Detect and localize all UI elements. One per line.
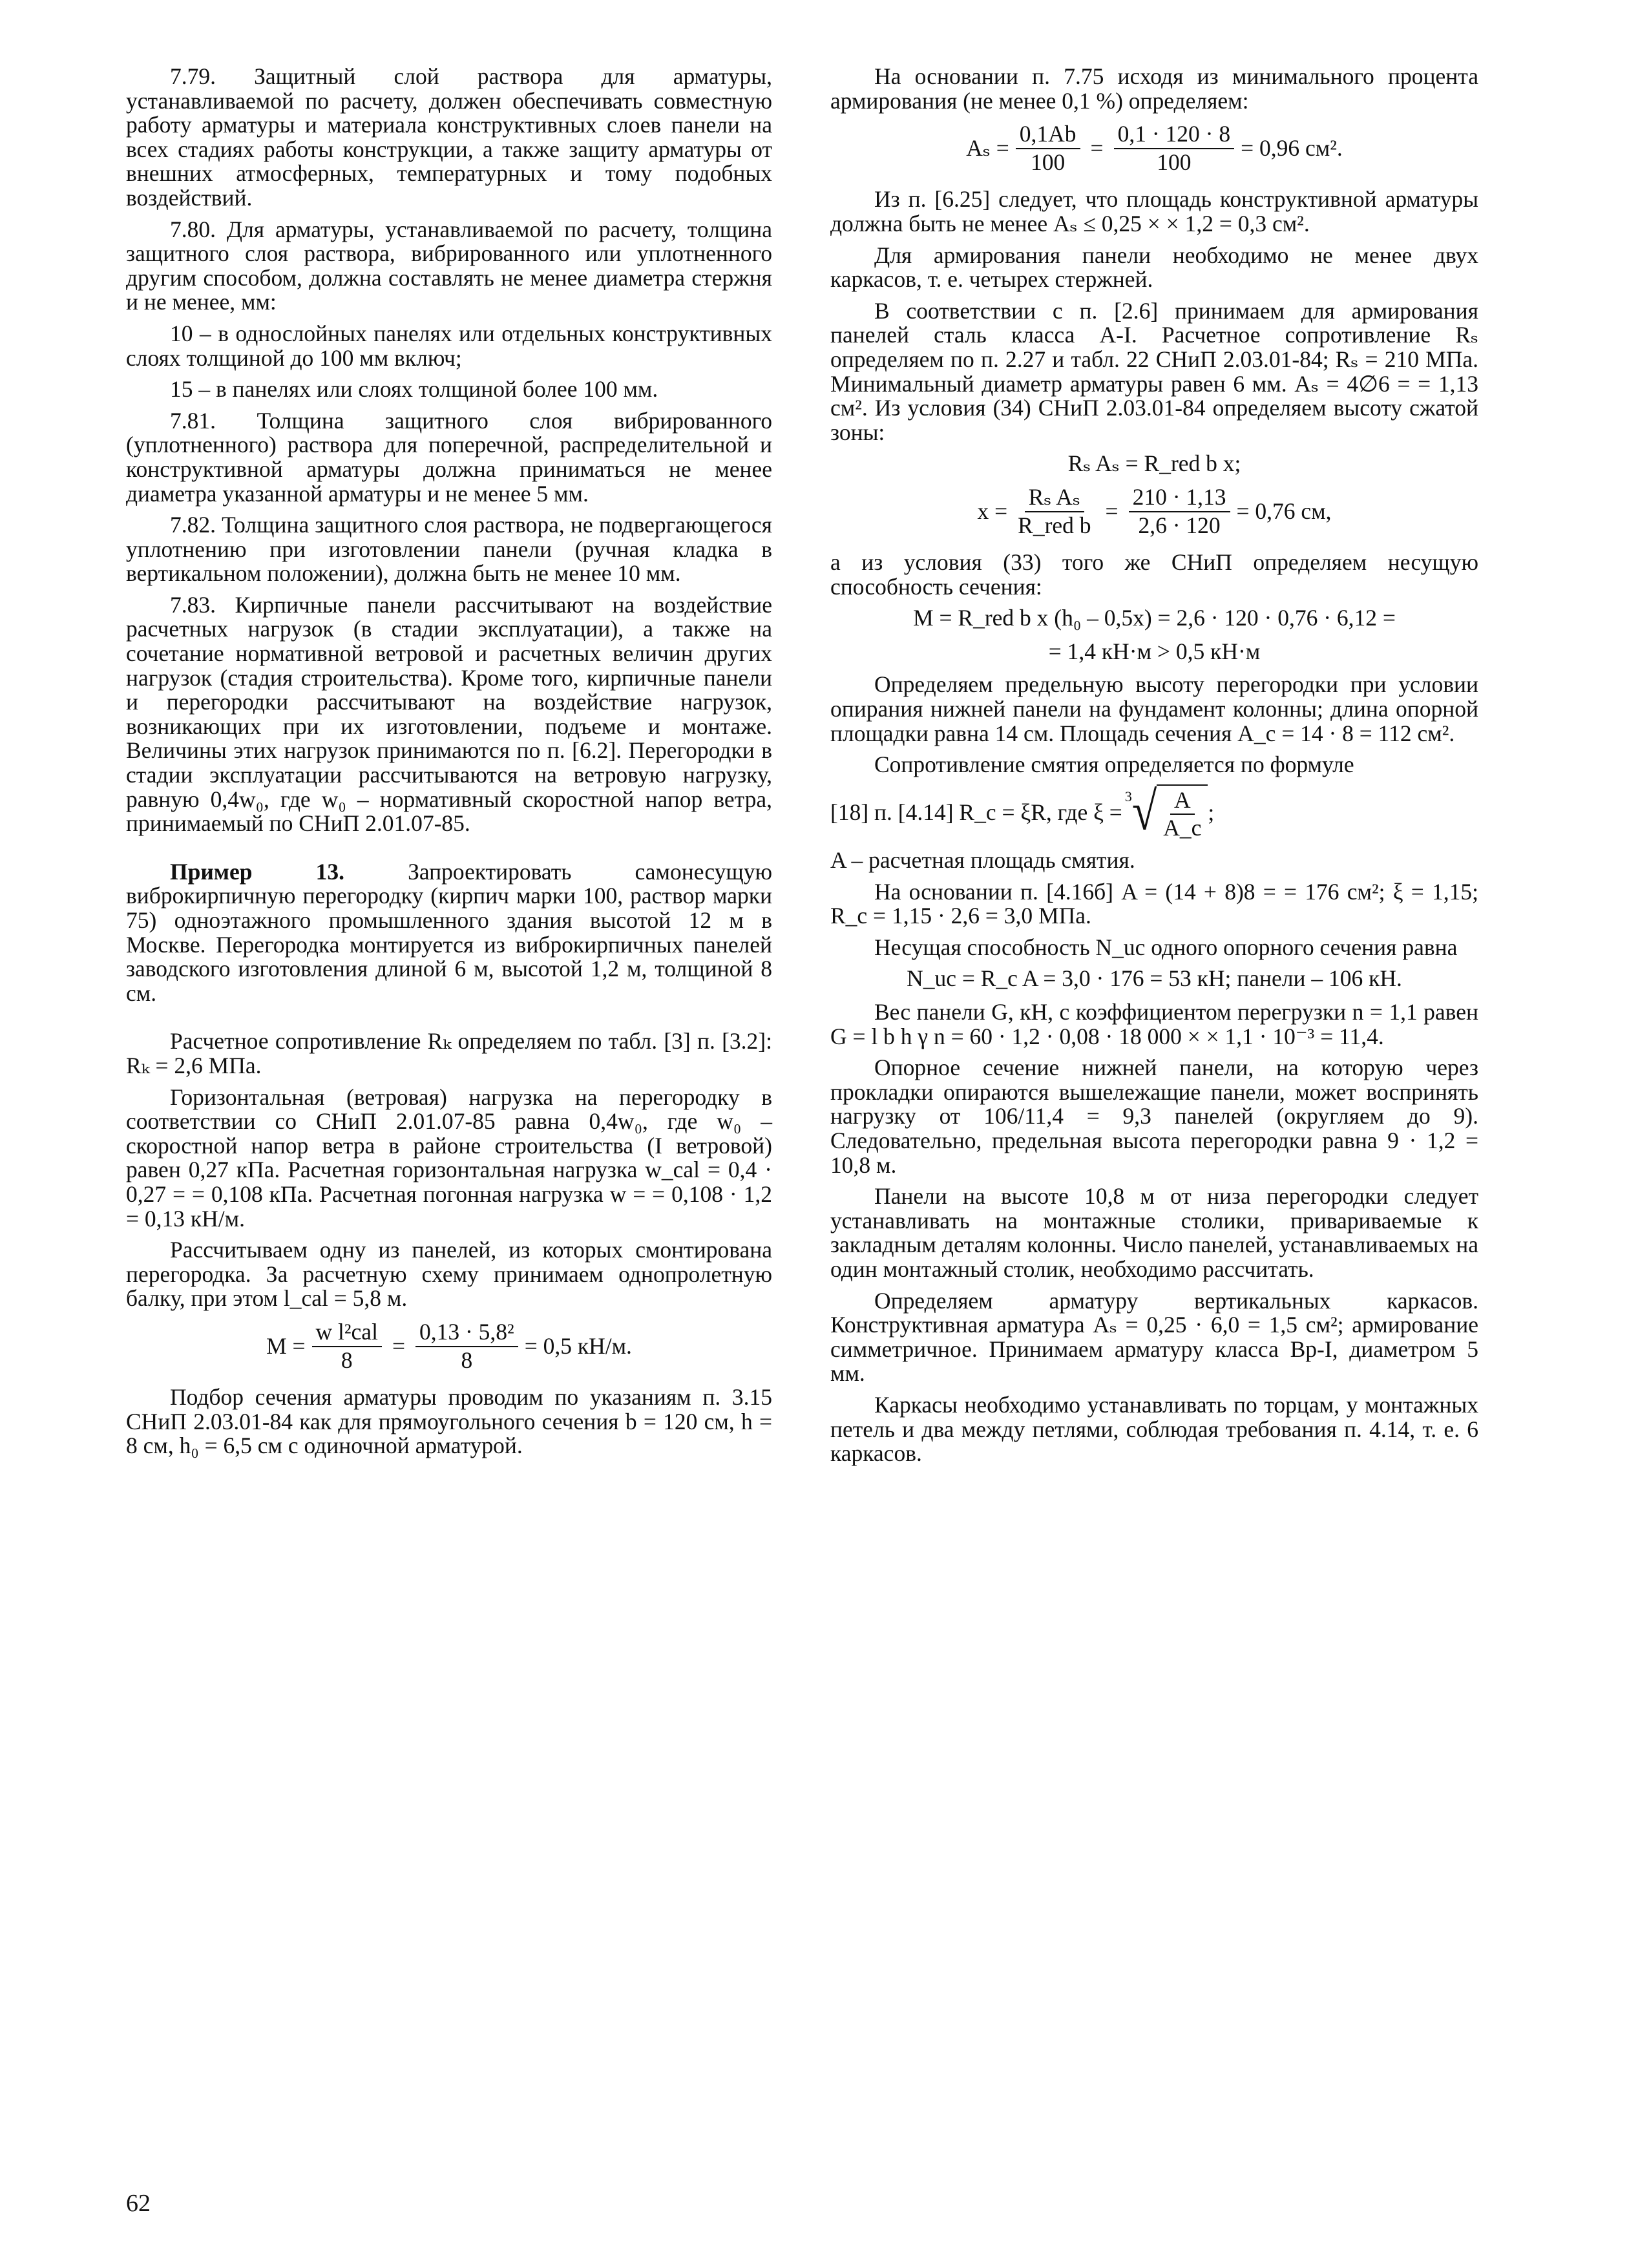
formula-result: = 0,76 см, <box>1236 498 1332 524</box>
fraction <box>312 1320 382 1372</box>
root-index: 3 <box>1124 788 1132 804</box>
formula-result: = 0,5 кН/м. <box>524 1332 632 1359</box>
denominator: 8 <box>341 1347 353 1373</box>
bearing-capacity-equation: N_uc = R_c A = 3,0 · 176 = 53 кН; панели – 106 кН. <box>907 965 1402 992</box>
denominator: 100 <box>1157 149 1192 175</box>
radicand <box>1157 784 1208 841</box>
denominator: A_c <box>1163 815 1202 841</box>
vertical-frames-paragraph: Определяем арматуру вертикальных каркасов. Конструктивная арматура Aₛ = 0,25 · 6,0 = 1,5 см²; армирование симметричное. Принимаем арматуру класса Вр-I, диаметром 5 мм. <box>830 1287 1478 1387</box>
moment-formula <box>126 1320 772 1372</box>
bearing-capacity-intro: Несущая способность N_uc одного опорного сечения равна <box>874 934 1458 960</box>
clause-7-81: 7.81. Толщина защитного слоя вибрированного (уплотненного) раствора для поперечной, распределительной и конструктивной арматуры должна приниматься не менее диаметра указанной арматуры и не менее 5 мм. <box>126 407 772 507</box>
min-reinforcement-paragraph: На основании п. 7.75 исходя из минимального процента армирования (не менее 0,1 %) определяем: <box>830 63 1478 114</box>
wind-load-paragraph: Горизонтальная (ветровая) нагрузка на перегородку в соответствии со СНиП 2.01.07-85 равна 0,4w₀, где w₀ – скоростной напор ветра в районе строительства (I ветровой) равен 0,27 кПа. Расчетная горизонтальная нагрузка w_cal = 0,4 · 0,27 = = 0,108 кПа. Расчетная погонная нагрузка w = = 0,108 · 1,2 = 0,13 кН/м. <box>126 1084 772 1232</box>
fraction <box>415 1320 518 1372</box>
numerator: 0,13 · 5,8² <box>415 1320 518 1347</box>
fraction <box>1129 485 1230 538</box>
area-formula <box>830 122 1478 174</box>
frames-placement-paragraph: Каркасы необходимо устанавливать по торцам, у монтажных петель и два между петлями, соблюдая требования п. 4.14, т. е. 6 каркасов. <box>830 1391 1478 1467</box>
right-column <box>830 65 1478 1473</box>
frames-paragraph: Для армирования панели необходимо не менее двух каркасов, т. е. четырех стержней. <box>830 242 1478 293</box>
clause-7-82: 7.82. Толщина защитного слоя раствора, не подвергающегося уплотнению при изготовлении панели (ручная кладка в вертикальном положении), должна быть не менее 10 мм. <box>126 512 772 587</box>
crushing-formula <box>830 784 1478 841</box>
denominator: 100 <box>1031 149 1066 175</box>
area-calc-paragraph: На основании п. [4.16б] A = (14 + 8)8 = = 176 см²; ξ = 1,15; R_c = 1,15 · 2,6 = 3,0 МПа. <box>830 878 1478 929</box>
left-column <box>126 65 772 1465</box>
crushing-intro: Сопротивление смятия определяется по формуле <box>874 751 1354 778</box>
beam-scheme-paragraph: Рассчитываем одну из панелей, из которых смонтирована перегородка. За расчетную схему принимаем однопролетную балку, при этом l_cal = 5,8 м. <box>126 1237 772 1312</box>
section-selection-paragraph: Подбор сечения арматуры проводим по указаниям п. 3.15 СНиП 2.03.01-84 как для прямоугольного сечения b = 120 см, h = 8 см, h₀ = 6,5 см с одиночной арматурой. <box>126 1384 772 1459</box>
formula-lhs: M = <box>266 1332 306 1359</box>
compression-zone-formula <box>830 485 1478 538</box>
rk-paragraph: Расчетное сопротивление Rₖ определяем по табл. [3] п. [3.2]: Rₖ = 2,6 МПа. <box>126 1028 772 1078</box>
equals-sign: = <box>1090 134 1104 161</box>
page-number: 62 <box>126 2190 151 2217</box>
limit-height-paragraph: Определяем предельную высоту перегородки при условии опирания нижней панели на фундамент колонны; длина опорной площадки равна 14 см. Площадь сечения A_c = 14 · 8 = 112 см². <box>830 671 1478 746</box>
equals-sign: = <box>1105 498 1119 524</box>
formula-result: = 0,96 см². <box>1241 134 1343 161</box>
support-section-paragraph: Опорное сечение нижней панели, на которую через прокладки опираются вышележащие панели, может воспринять нагрузку от 106/11,4 = 9,3 панелей (округляем до 9). Следовательно, предельная высота перегородки равна 9 · 1,2 = 10,8 м. <box>830 1055 1478 1178</box>
moment-capacity-equation: M = R_red b x (h₀ – 0,5x) = 2,6 · 120 · 0,76 · 6,12 = <box>913 605 1396 631</box>
steel-class-paragraph: В соответствии с п. [2.6] принимаем для армирования панелей сталь класса А-I. Расчетное сопротивление Rₛ определяем по п. 2.27 и табл. 22 СНиП 2.03.01-84; Rₛ = 210 МПа. Минимальный диаметр арматуры равен 6 мм. Aₛ = 4∅6 = = 1,13 см². Из условия (34) СНиП 2.03.01-84 определяем высоту сжатой зоны: <box>830 297 1478 445</box>
mounting-tables-paragraph: Панели на высоте 10,8 м от низа перегородки следует устанавливать на монтажные столики, привариваемые к закладным деталям колонны. Число панелей, устанавливаемых на один монтажный столик, необходимо рассчитать. <box>830 1183 1478 1282</box>
example-text: Запроектировать самонесущую виброкирпичную перегородку (кирпич марки 100, раствор марки 75) одноэтажного промышленного здания высотой 12 м в Москве. Перегородка монтируется из виброкирпичных панелей заводского изготовления длиной 6 м, высотой 1,2 м, толщиной 8 см. <box>126 858 772 1006</box>
panel-weight-paragraph: Вес панели G, кН, с коэффициентом перегрузки n = 1,1 равен G = l b h γ n = 60 · 1,2 · 0,08 · 18 000 × × 1,1 · 10⁻³ = 11,4. <box>830 999 1478 1049</box>
crushing-area-definition: A – расчетная площадь смятия. <box>830 847 1135 874</box>
fraction <box>1159 788 1205 841</box>
equals-sign: = <box>392 1332 405 1359</box>
cube-root <box>1125 784 1208 841</box>
radical-sign-icon: √ <box>1131 782 1157 843</box>
numerator: 210 · 1,13 <box>1129 485 1230 512</box>
denominator: 8 <box>461 1347 473 1373</box>
denominator: 2,6 · 120 <box>1138 512 1221 538</box>
formula-prefix: [18] п. [4.14] R_c = ξR, где ξ = <box>830 799 1122 825</box>
clause-7-80: 7.80. Для арматуры, устанавливаемой по расчету, толщина защитного слоя раствора, вибрированного или уплотненного другим способом, должна составлять не менее диаметра стержня и не менее, мм: <box>126 216 772 315</box>
clause-7-80-item-10: 10 – в однослойных панелях или отдельных конструктивных слоях толщиной до 100 мм включ; <box>126 320 772 371</box>
clause-7-83: 7.83. Кирпичные панели рассчитывают на воздействие расчетных нагрузок (в стадии эксплуатации), а также на сочетание нормативной ветровой и расчетных величин других нагрузок (стадия строительства). Кроме того, кирпичные панели и перегородки рассчитывают на воздействие нагрузок, возникающих при их изготовлении, подъеме и монтаже. Величины этих нагрузок принимаются по п. [6.2]. Перегородки в стадии эксплуатации рассчитываются на ветровую нагрузку, равную 0,4w₀, где w₀ – нормативный скоростной напор ветра, принимаемый по СНиП 2.01.07-85. <box>126 591 772 837</box>
numerator: Rₛ Aₛ <box>1025 485 1084 512</box>
capacity-intro: а из условия (33) того же СНиП определяем несущую способность сечения: <box>830 549 1478 600</box>
fraction <box>1014 485 1095 538</box>
constructive-area-paragraph: Из п. [6.25] следует, что площадь конструктивной арматуры должна быть не менее Aₛ ≤ 0,25 × × 1,2 = 0,3 см². <box>830 186 1478 236</box>
example-label: Пример 13. <box>170 858 344 885</box>
numerator: 0,1 · 120 · 8 <box>1114 122 1235 149</box>
formula-lhs: Aₛ = <box>966 134 1009 161</box>
numerator: 0,1Ab <box>1016 122 1080 149</box>
clause-7-79: 7.79. Защитный слой раствора для арматуры, устанавливаемой по расчету, должен обеспечивать совместную работу арматуры и материала конструктивных слоев панели на всех стадиях работы конструкции, а также защиту арматуры от внешних атмосферных, температурных и тому подобных воздействий. <box>126 63 772 211</box>
clause-7-80-item-15: 15 – в панелях или слоях толщиной более 100 мм. <box>170 376 658 403</box>
moment-capacity-result: = 1,4 кН·м > 0,5 кН·м <box>1048 638 1261 664</box>
numerator: A <box>1170 788 1195 815</box>
fraction <box>1114 122 1235 174</box>
formula-lhs: x = <box>977 498 1008 524</box>
fraction <box>1016 122 1080 174</box>
example-13 <box>126 860 772 1006</box>
formula-suffix: ; <box>1208 799 1215 825</box>
equilibrium-equation: Rₛ Aₛ = R_red b x; <box>1067 450 1241 477</box>
numerator: w l²cal <box>312 1320 382 1347</box>
denominator: R_red b <box>1018 512 1091 538</box>
